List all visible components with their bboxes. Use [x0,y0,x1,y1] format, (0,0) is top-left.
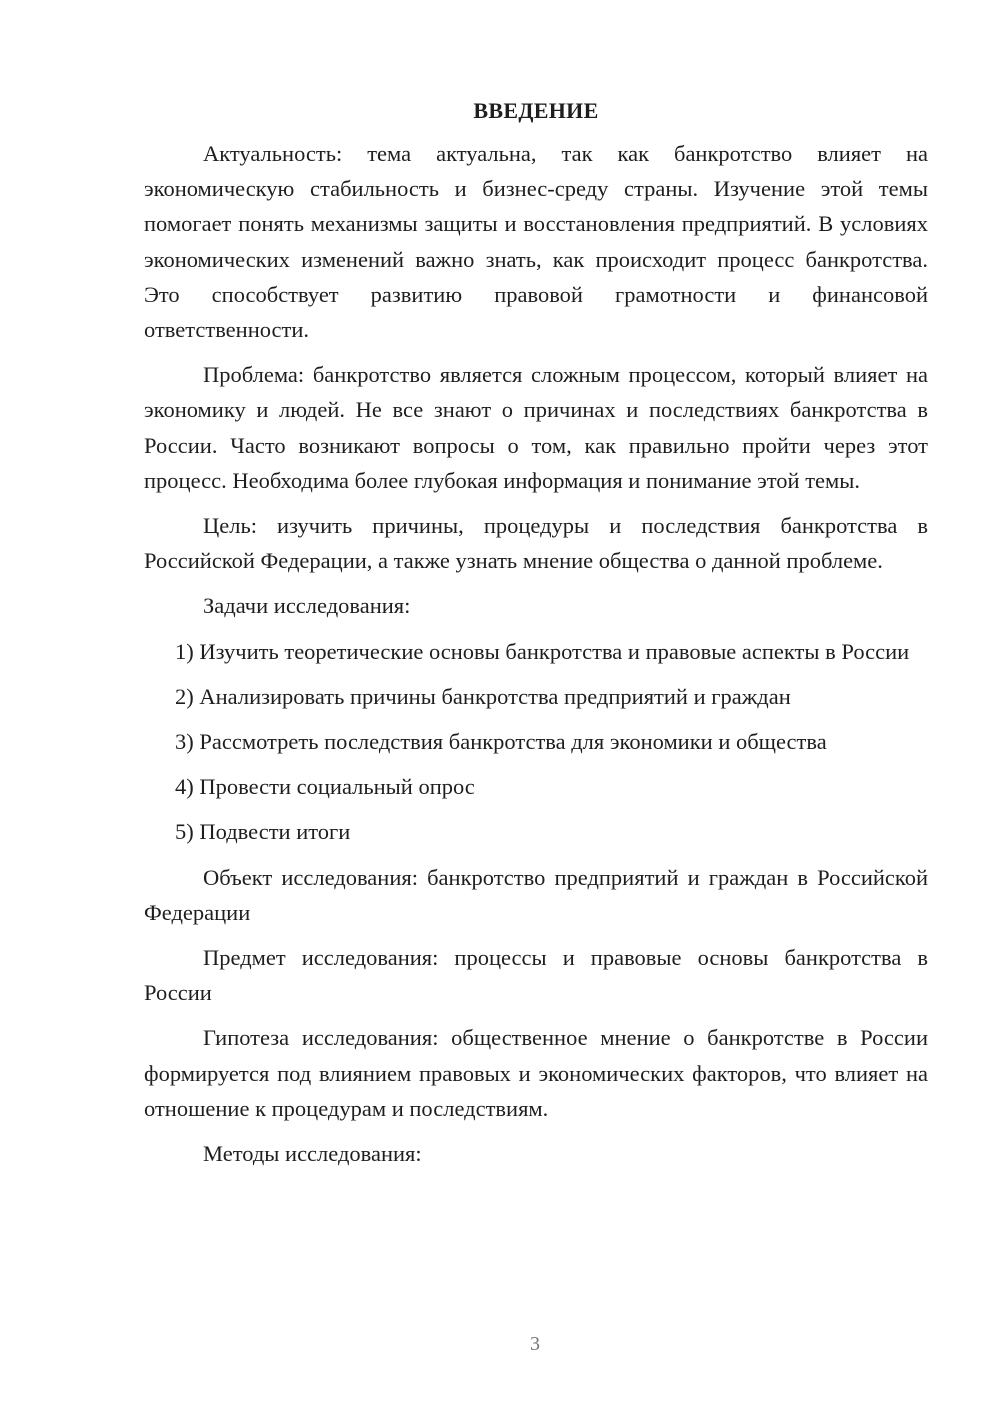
paragraph-problem: Проблема: банкротство является сложным процессом, который влияет на экономику и людей. Не все знают о причинах и последствиях банкротства в России. Часто возникают вопросы о том, как правильно пройти через этот процесс. Необходима более глубокая информация и понимание этой темы. [144,362,928,493]
section-title: ВВЕДЕНИЕ [473,98,599,123]
paragraph-goal: Цель: изучить причины, процедуры и последствия банкротства в Российской Федерации, а также узнать мнение общества о данной проблеме. [144,513,928,574]
methods-heading: Методы исследования: [203,1141,422,1167]
paragraph-relevance: Актуальность: тема актуальна, так как банкротство влияет на экономическую стабильность и бизнес-среду страны. Изучение этой темы помогает понять механизмы защиты и восстановления предприятий. В условиях экономических изменений важно знать, как происходит процесс банкротства. Это способствует развитию правовой грамотности и финансовой ответственности. [144,141,928,343]
task-item-5: 5) Подвести итоги [175,819,351,845]
document-page [144,96,928,1181]
task-item-4: 4) Провести социальный опрос [175,774,475,800]
task-item-3: 3) Рассмотреть последствия банкротства для экономики и общества [175,729,827,755]
tasks-heading: Задачи исследования: [203,593,411,619]
page-number: 3 [530,1333,540,1355]
task-item-2: 2) Анализировать причины банкротства предприятий и граждан [175,683,791,709]
task-item-1: 1) Изучить теоретические основы банкротства и правовые аспекты в России [175,638,910,664]
paragraph-subject: Предмет исследования: процессы и правовые основы банкротства в России [144,945,928,1006]
paragraph-hypothesis: Гипотеза исследования: общественное мнение о банкротстве в России формируется под влиянием правовых и экономических факторов, что влияет на отношение к процедурам и последствиям. [144,1025,928,1121]
paragraph-object: Объект исследования: банкротство предприятий и граждан в Российской Федерации [144,864,928,925]
